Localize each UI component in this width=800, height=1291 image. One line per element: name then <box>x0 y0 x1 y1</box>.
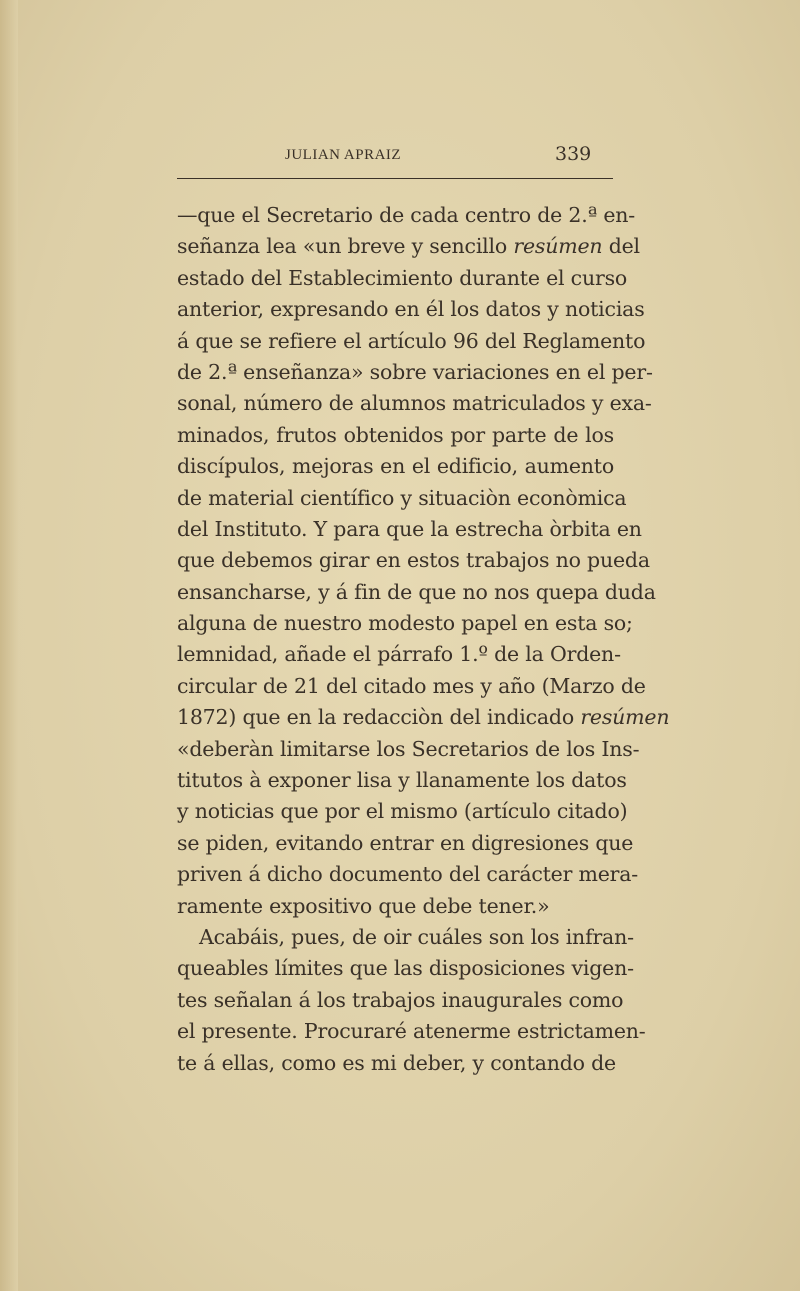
italic-word: resúmen <box>513 234 603 259</box>
text-run: priven á dicho documento del carácter mera- <box>177 862 639 887</box>
text-run: —que el Secretario de cada centro de 2.ª en- <box>177 203 636 227</box>
text-line <box>177 639 621 670</box>
body-text <box>177 200 670 1079</box>
text-line <box>177 953 634 984</box>
text-line <box>177 388 652 419</box>
text-line <box>177 702 670 733</box>
text-line <box>177 734 640 765</box>
text-line <box>177 231 640 262</box>
text-run: se piden, evitando entrar en digresiones que <box>177 830 634 855</box>
text-line <box>177 294 645 325</box>
text-run: alguna de nuestro modesto papel en esta so; <box>177 611 633 636</box>
text-line <box>177 828 634 859</box>
text-line <box>177 200 636 231</box>
text-line <box>177 326 646 357</box>
text-run: queables límites que las disposiciones vigen- <box>177 956 634 981</box>
text-run: lemnidad, añade el párrafo 1.º de la Orden- <box>177 642 621 667</box>
page-number: 339 <box>555 143 592 165</box>
text-line <box>177 608 633 639</box>
text-line <box>177 891 614 922</box>
text-run: señanza lea «un breve y sencillo <box>177 234 514 259</box>
text-run: el presente. Procuraré atenerme estrictamen- <box>177 1019 646 1044</box>
text-line <box>177 451 614 482</box>
text-run: estado del Establecimiento durante el curso <box>177 265 628 290</box>
text-run: á que se refiere el artículo 96 del Reglamento <box>177 328 646 353</box>
text-run: minados, frutos obtenidos por parte de los <box>177 422 614 447</box>
text-run: circular de 21 del citado mes y año (Marzo de <box>177 673 646 698</box>
text-line <box>177 922 634 953</box>
text-line <box>177 1048 614 1079</box>
text-line <box>177 671 646 702</box>
text-line <box>177 483 627 514</box>
text-run: de 2.ª enseñanza» sobre variaciones en el per- <box>177 359 653 384</box>
text-line <box>177 796 628 827</box>
text-line <box>177 263 628 294</box>
text-line <box>177 765 627 796</box>
header-rule <box>177 178 613 179</box>
page-edge-shadow <box>0 0 18 1291</box>
text-line <box>177 545 650 576</box>
italic-word: resúmen <box>580 705 670 730</box>
text-run: «deberàn limitarse los Secretarios de los Ins- <box>177 736 640 761</box>
text-run: del <box>602 234 640 259</box>
text-run: titutos à exponer lisa y llanamente los datos <box>177 768 627 793</box>
running-head: JULIAN APRAIZ <box>285 147 402 163</box>
text-line <box>177 1016 646 1047</box>
text-run: del Instituto. Y para que la estrecha òrbita en <box>177 516 642 541</box>
text-run: ramente expositivo que debe tener.» <box>177 893 550 918</box>
text-run: de material científico y situaciòn econòmica <box>177 485 627 510</box>
text-run: anterior, expresando en él los datos y noticias <box>177 297 645 322</box>
text-line <box>177 985 624 1016</box>
text-run: discípulos, mejoras en el edificio, aumento <box>177 454 614 479</box>
text-run: sonal, número de alumnos matriculados y exa- <box>177 391 652 416</box>
text-run: y noticias que por el mismo (artículo citado) <box>177 799 628 824</box>
text-run: que debemos girar en estos trabajos no pueda <box>177 548 650 573</box>
text-run: ensancharse, y á fin de que no nos quepa duda <box>177 579 656 604</box>
text-run: te á ellas, como es mi deber, y contando de <box>177 1050 616 1075</box>
text-line <box>177 514 642 545</box>
text-run: tes señalan á los trabajos inaugurales como <box>177 987 624 1012</box>
text-line <box>177 357 653 388</box>
text-run: Acabáis, pues, de oir cuáles son los infran- <box>199 924 634 949</box>
text-line <box>177 577 656 608</box>
text-line <box>177 420 614 451</box>
page-header <box>177 143 614 167</box>
text-run: 1872) que en la redacciòn del indicado <box>177 705 581 730</box>
text-line <box>177 859 639 890</box>
